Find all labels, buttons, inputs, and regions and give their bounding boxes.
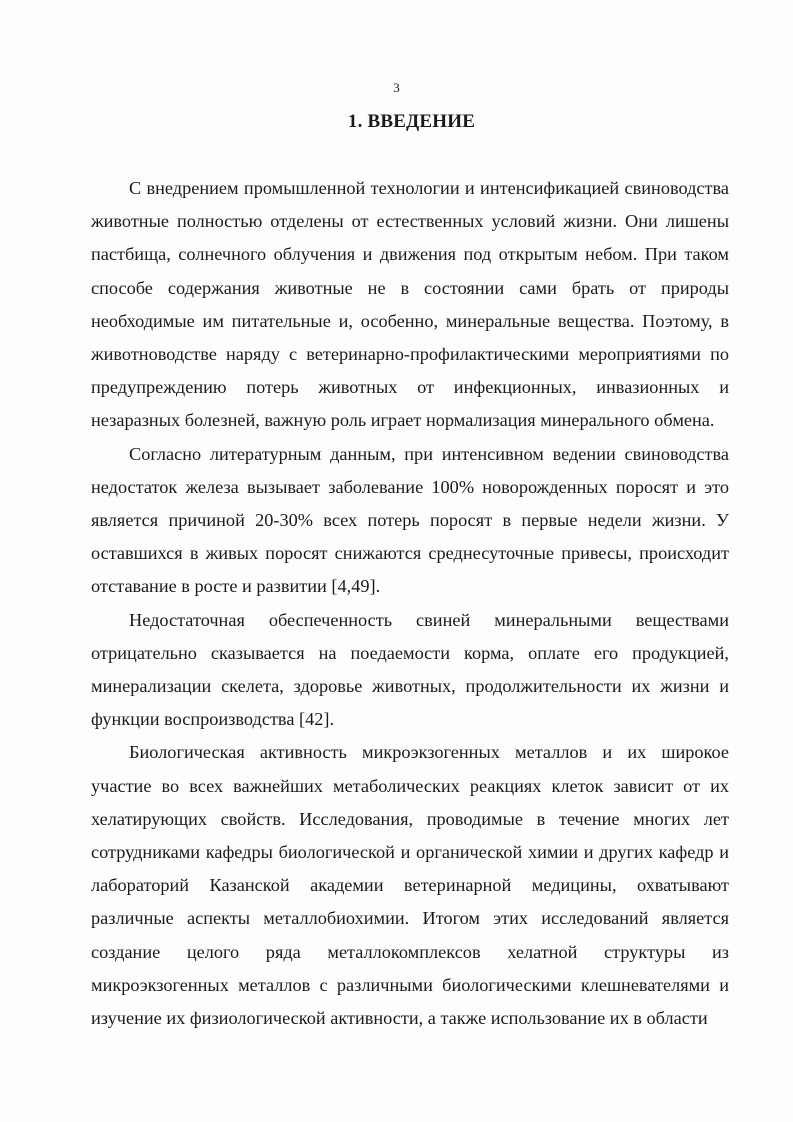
section-heading: 1. ВВЕДЕНИЕ — [347, 111, 476, 132]
body-text — [91, 172, 729, 1035]
paragraph-4: Биологическая активность микроэкзогенных металлов и их широкое участие во всех важнейших метаболических реакциях клеток зависит от их хелатирующих свойств. Исследования, проводимые в течение многих лет сотрудниками кафедры биологической и органической химии и других кафедр и лабораторий Казанской академии ветеринарной медицины, охватывают различные аспекты металлобиохимии. Итогом этих исследований является создание целого ряда металлокомплексов хелатной структуры из микроэкзогенных металлов с различными биологическими клешневателями и изучение их физиологической активности, а также использование их в области — [91, 742, 729, 1029]
paragraph-3: Недостаточная обеспеченность свиней минеральными веществами отрицательно сказывается на поедаемости корма, оплате его продукцией, минерализации скелета, здоровье животных, продолжительности их жизни и функции воспроизводства [42]. — [91, 609, 729, 730]
paragraph-2: Согласно литературным данным, при интенсивном ведении свиноводства недостаток железа вызывает заболевание 100% новорожденных поросят и это является причиной 20-30% всех потерь поросят в первые недели жизни. У оставшихся в живых поросят снижаются среднесуточные привесы, происходит отставание в росте и развитии [4,49]. — [91, 443, 729, 597]
page-number: 3 — [393, 80, 400, 95]
paragraph-1: С внедрением промышленной технологии и интенсификацией свиноводства животные полностью отделены от естественных условий жизни. Они лишены пастбища, солнечного облучения и движения под открытым небом. При таком способе содержания животные не в состоянии сами брать от природы необходимые им питательные и, особенно, минеральные вещества. Поэтому, в животноводстве наряду с ветеринарно-профилактическими мероприятиями по предупреждению потерь животных от инфекционных, инвазионных и незаразных болезней, важную роль играет нормализация минерального обмена. — [91, 178, 729, 431]
